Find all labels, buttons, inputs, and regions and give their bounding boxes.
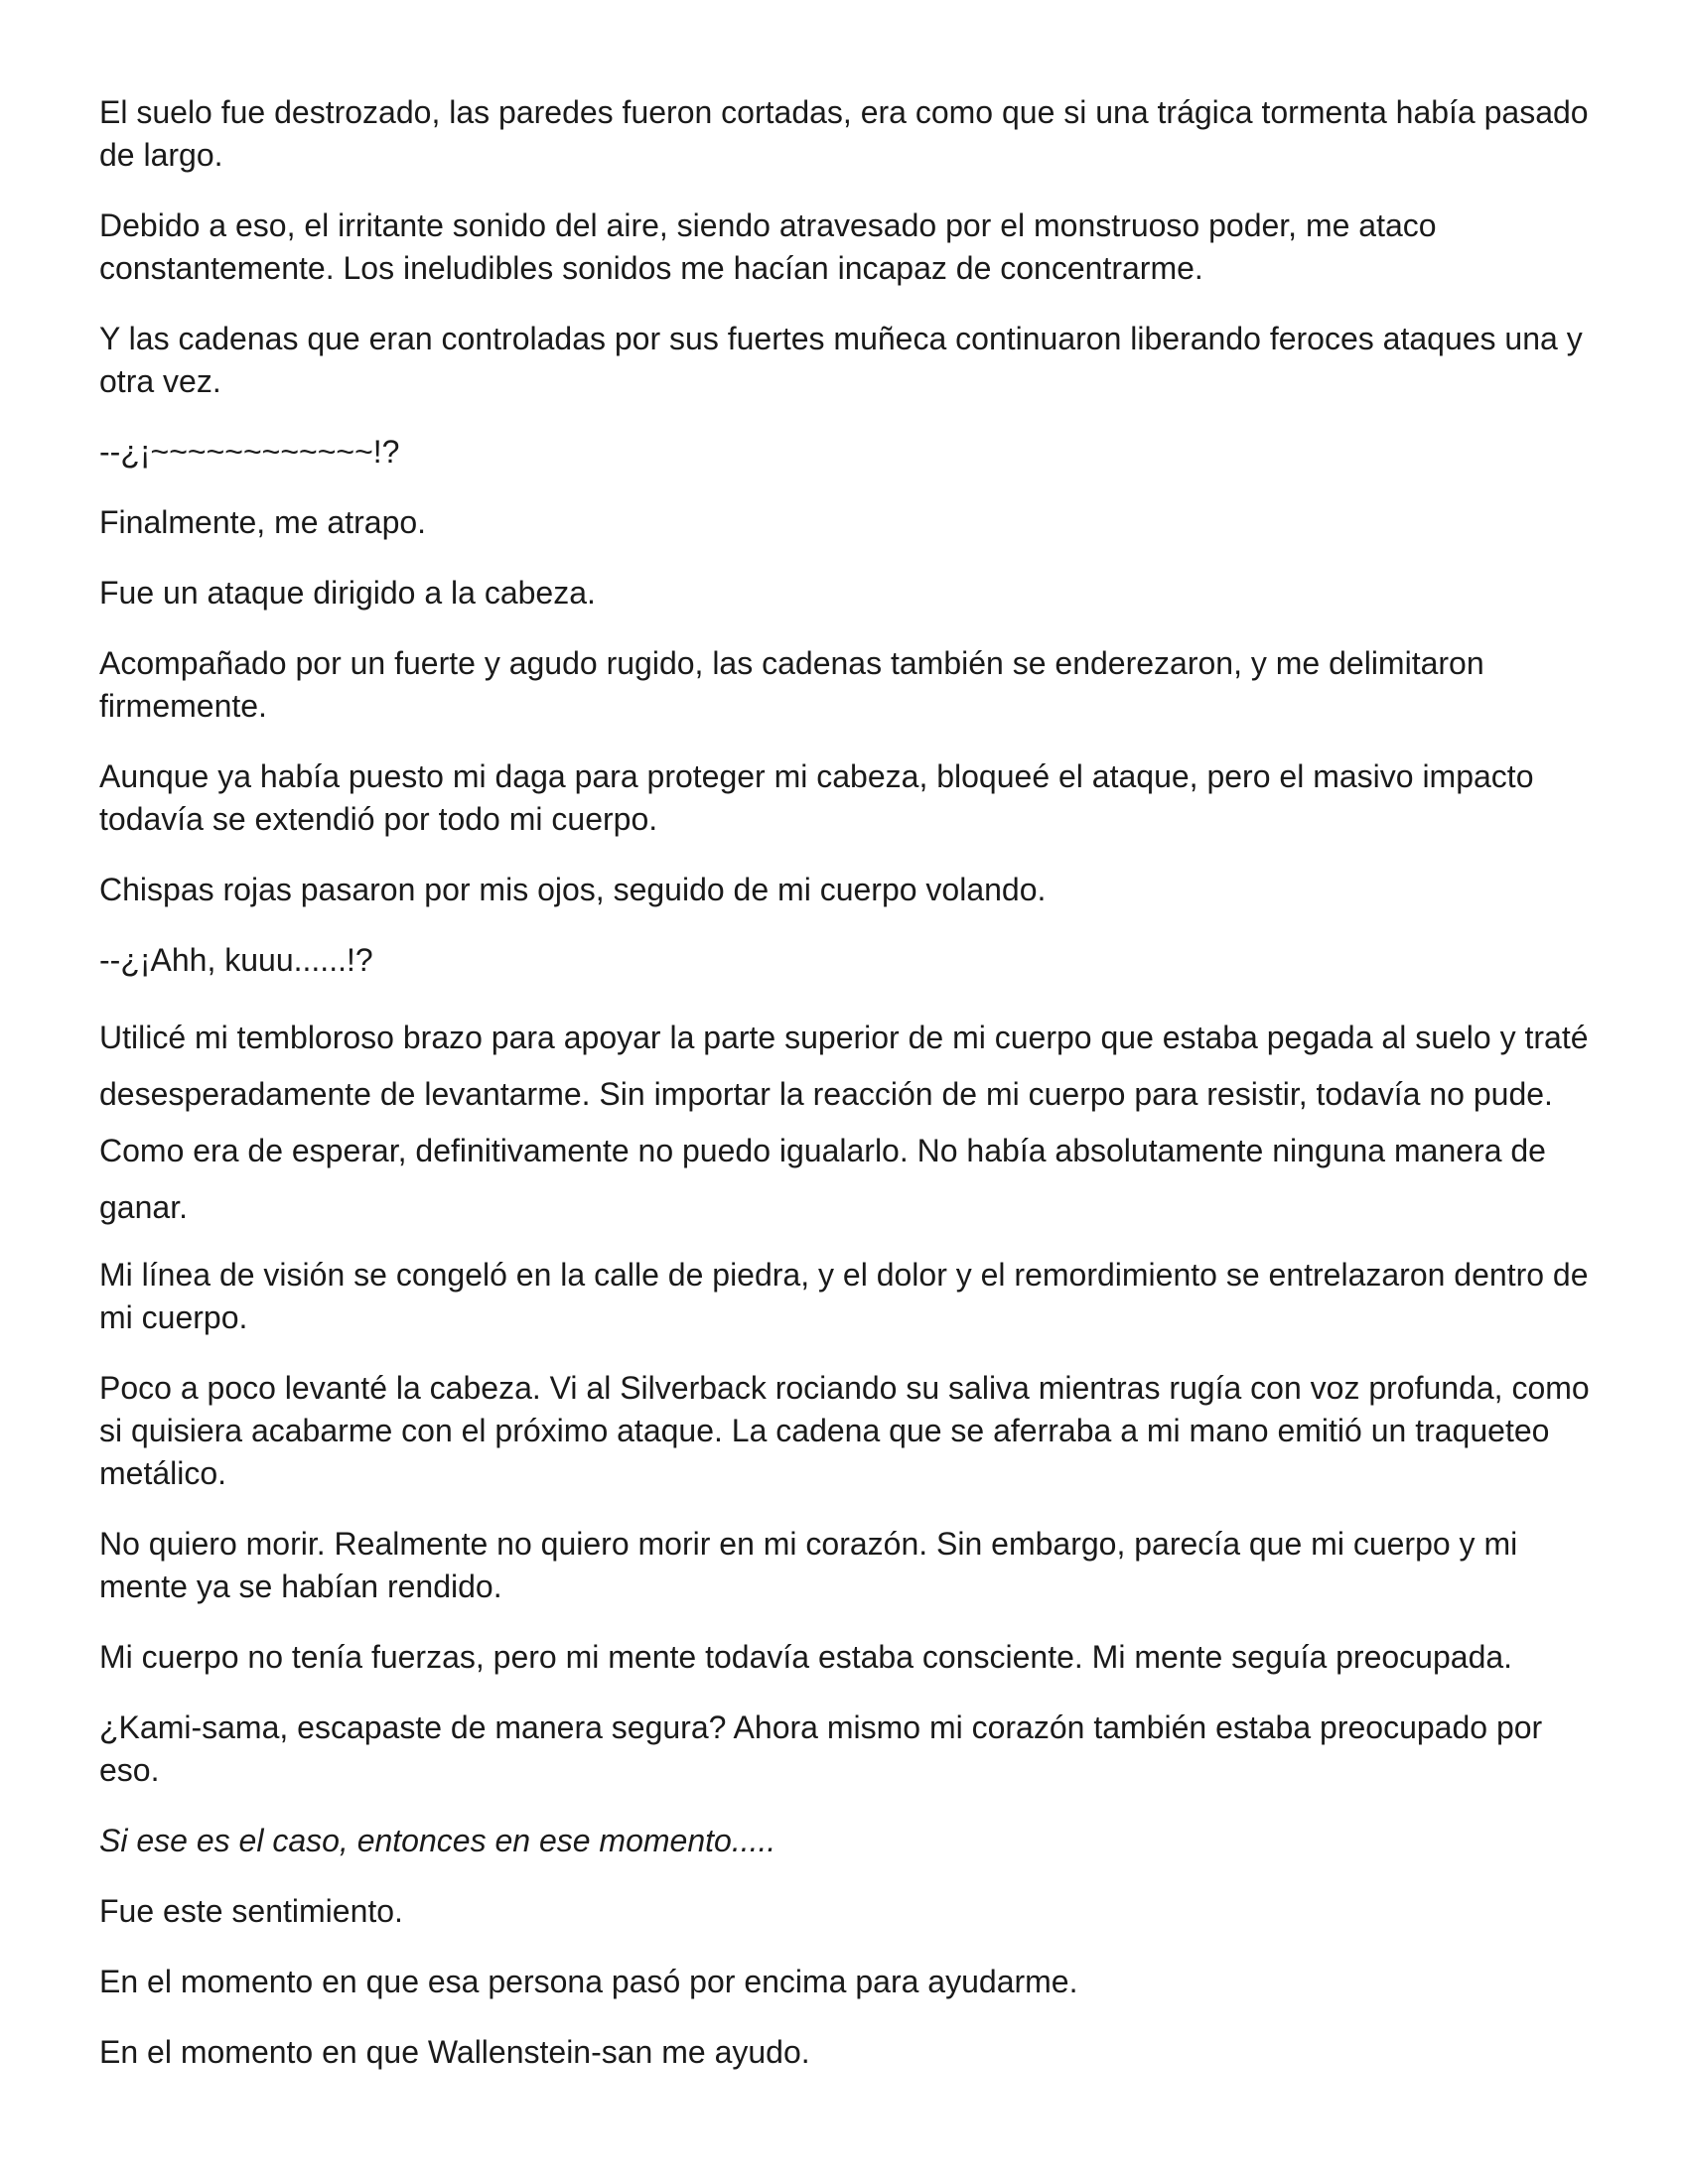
paragraph: Acompañado por un fuerte y agudo rugido, las cadenas también se enderezaron, y me delimitaron firmemente. [99,645,1484,724]
paragraph: Mi línea de visión se congeló en la calle de piedra, y el dolor y el remordimiento se entrelazaron dentro de mi cuerpo. [99,1257,1589,1335]
paragraph: Fue este sentimiento. [99,1893,403,1929]
paragraph: En el momento en que esa persona pasó por encima para ayudarme. [99,1964,1078,1999]
paragraph: ¿Kami-sama, escapaste de manera segura? Ahora mismo mi corazón también estaba preocupado por eso. [99,1709,1543,1788]
paragraph-dialogue: --¿¡Ahh, kuuu......!? [99,942,373,978]
paragraph: Finalmente, me atrapo. [99,504,427,540]
paragraph: Poco a poco levanté la cabeza. Vi al Silverback rociando su saliva mientras rugía con voz profunda, como si quisiera acabarme con el próximo ataque. La cadena que se aferraba a mi mano emitió un traqueteo metálico. [99,1370,1590,1491]
paragraph: El suelo fue destrozado, las paredes fueron cortadas, era como que si una trágica tormenta había pasado de largo. [99,94,1589,173]
paragraph-italic: Si ese es el caso, entonces en ese momento..... [99,1823,776,1858]
paragraph: Chispas rojas pasaron por mis ojos, seguido de mi cuerpo volando. [99,872,1047,907]
paragraph: En el momento en que Wallenstein-san me ayudo. [99,2034,810,2070]
document-body [99,91,1599,2102]
paragraph: Debido a eso, el irritante sonido del aire, siendo atravesado por el monstruoso poder, me ataco constantemente. Los ineludibles sonidos me hacían incapaz de concentrarme. [99,207,1437,286]
paragraph: Utilicé mi tembloroso brazo para apoyar la parte superior de mi cuerpo que estaba pegada al suelo y traté desesperadamente de levantarme. Sin importar la reacción de mi cuerpo para resistir, todavía no pude. Como era de esperar, definitivamente no puedo igualarlo. No había absolutamente ninguna manera de ganar. [99,1020,1589,1225]
paragraph: No quiero morir. Realmente no quiero morir en mi corazón. Sin embargo, parecía que mi cuerpo y mi mente ya se habían rendido. [99,1526,1518,1604]
paragraph: Mi cuerpo no tenía fuerzas, pero mi mente todavía estaba consciente. Mi mente seguía preocupada. [99,1639,1513,1675]
paragraph: Aunque ya había puesto mi daga para proteger mi cabeza, bloqueé el ataque, pero el masivo impacto todavía se extendió por todo mi cuerpo. [99,758,1534,837]
paragraph: Y las cadenas que eran controladas por sus fuertes muñeca continuaron liberando feroces ataques una y otra vez. [99,321,1583,399]
paragraph-dialogue: --¿¡~~~~~~~~~~~~!? [99,434,400,470]
paragraph: Fue un ataque dirigido a la cabeza. [99,575,596,611]
